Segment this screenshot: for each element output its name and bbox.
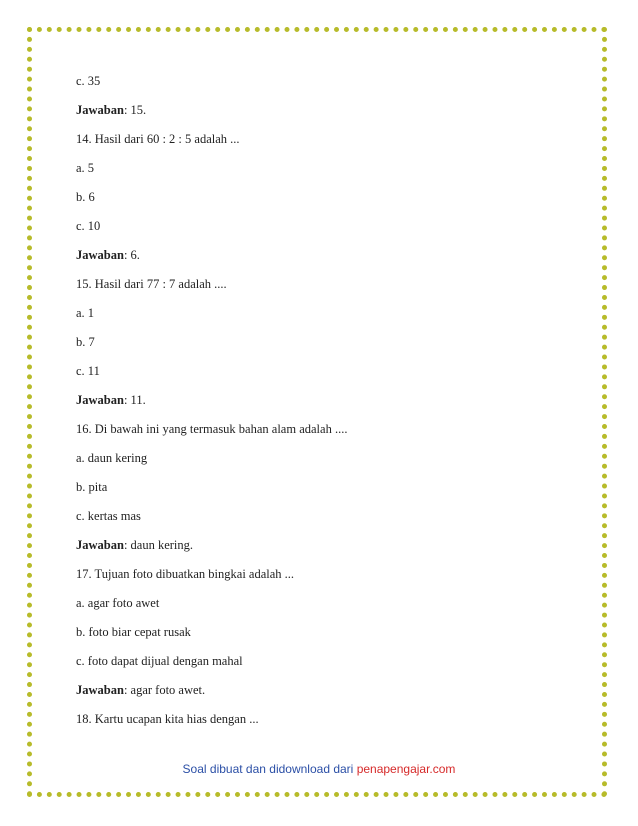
question-line: 15. Hasil dari 77 : 7 adalah .... (76, 277, 227, 291)
answer-label: Jawaban (76, 683, 124, 697)
question-line: 16. Di bawah ini yang termasuk bahan alam adalah .... (76, 422, 348, 436)
option-line: a. agar foto awet (76, 596, 160, 610)
page-footer (0, 762, 638, 776)
option-line: c. foto dapat dijual dengan mahal (76, 654, 243, 668)
answer-label: Jawaban (76, 103, 124, 117)
answer-line: Jawaban: 15. (76, 103, 147, 117)
answer-line: Jawaban: 11. (76, 393, 146, 407)
question-line: 17. Tujuan foto dibuatkan bingkai adalah ... (76, 567, 295, 581)
option-line: c. 11 (76, 364, 100, 378)
option-line: a. daun kering (76, 451, 148, 465)
option-line: b. 6 (76, 190, 95, 204)
answer-line: Jawaban: agar foto awet. (76, 683, 206, 697)
option-line: c. 10 (76, 219, 101, 233)
question-line: 18. Kartu ucapan kita hias dengan ... (76, 712, 259, 726)
answer-label: Jawaban (76, 248, 124, 262)
answer-label: Jawaban (76, 393, 124, 407)
text-line: c. 35 (76, 74, 101, 88)
option-line: b. foto biar cepat rusak (76, 625, 191, 639)
question-line: 14. Hasil dari 60 : 2 : 5 adalah ... (76, 132, 240, 146)
option-line: a. 5 (76, 161, 95, 175)
answer-label: Jawaban (76, 538, 124, 552)
option-line: c. kertas mas (76, 509, 141, 523)
option-line: b. 7 (76, 335, 95, 349)
footer-site-link[interactable]: penapengajar.com (356, 762, 456, 776)
option-line: b. pita (76, 480, 108, 494)
footer-text: Soal dibuat dan didownload dari (182, 762, 357, 776)
option-line: a. 1 (76, 306, 95, 320)
answer-line: Jawaban: 6. (76, 248, 140, 262)
answer-line: Jawaban: daun kering. (76, 538, 194, 552)
